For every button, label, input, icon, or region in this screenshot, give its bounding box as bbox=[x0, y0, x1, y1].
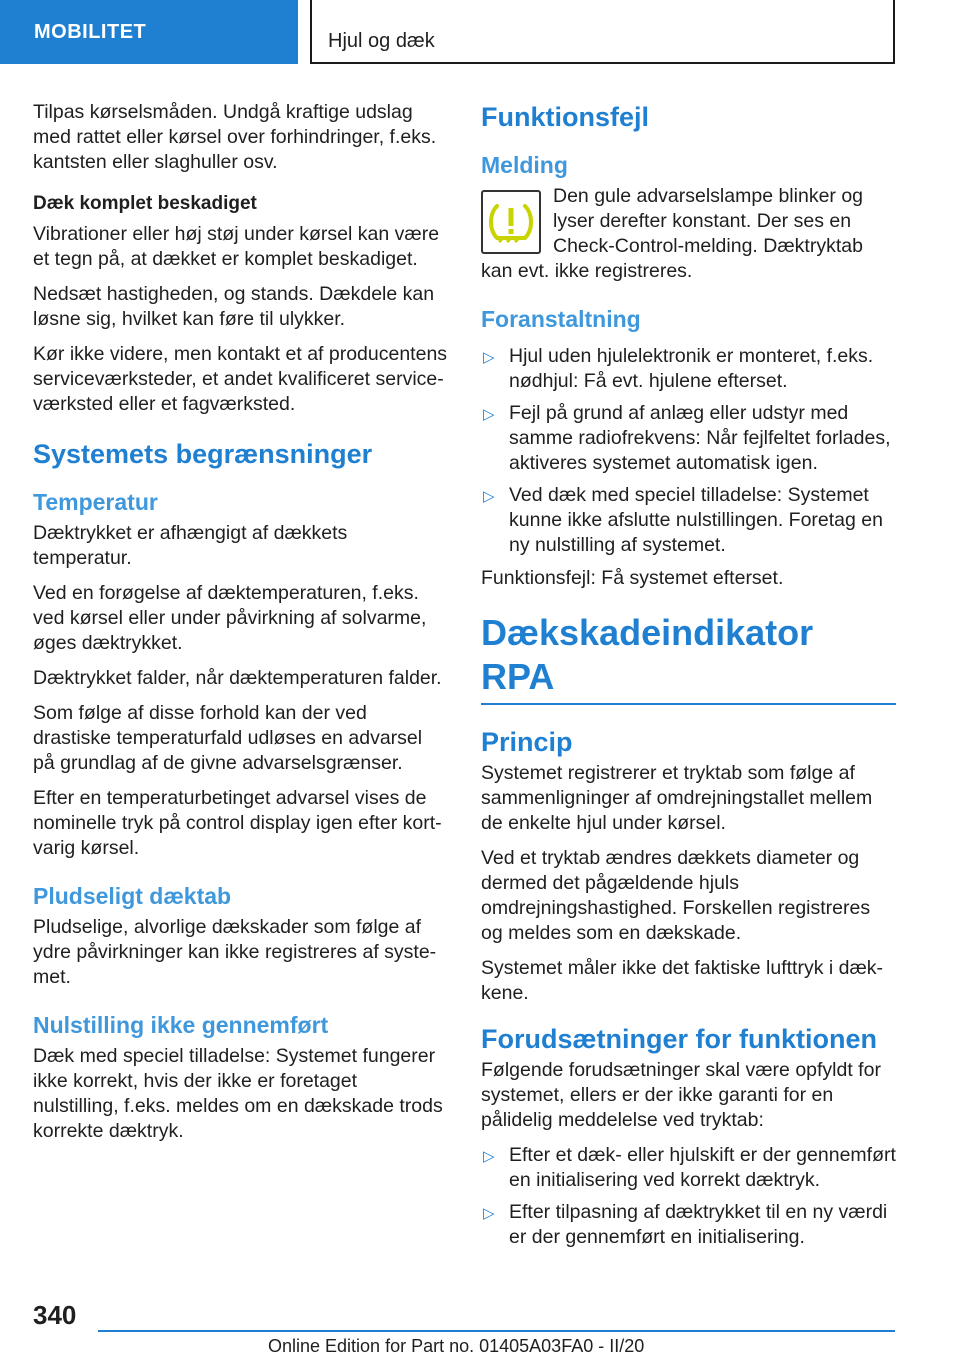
section-label: MOBILITET bbox=[34, 20, 147, 43]
triangle-bullet-icon: ▷ bbox=[483, 488, 495, 505]
list-item bbox=[481, 344, 896, 394]
sudden-loss-heading: Pludseligt dæktab bbox=[33, 883, 232, 909]
section-tab bbox=[0, 0, 298, 64]
temperature-paragraph-1: Dæktrykket er afhængigt af dækkets temperatur. bbox=[33, 522, 348, 569]
list-item bbox=[481, 1143, 896, 1193]
triangle-bullet-icon: ▷ bbox=[483, 1205, 495, 1222]
temperature-paragraph-4: Som følge af disse forhold kan der ved drastiske temperaturfald udløses en advarsel på grundlag af de givne advarselsgrænser. bbox=[33, 702, 423, 774]
damaged-paragraph-3: Kør ikke videre, men kontakt et af producentens serviceværksteder, et andet kvalificeret serviceværksted eller et fagværksted. bbox=[33, 343, 448, 415]
message-block bbox=[481, 184, 896, 284]
message-paragraph: Den gule advarselslampe blinker og lyser derefter konstant. Der ses en Check-Control-melding. Dæktryktab kan evt. ikke registreres. bbox=[481, 185, 864, 282]
triangle-bullet-icon: ▷ bbox=[483, 1148, 495, 1165]
action-heading: Foranstaltning bbox=[481, 306, 641, 332]
temperature-heading: Temperatur bbox=[33, 489, 158, 515]
fault-paragraph: Funktionsfejl: Få systemet efterset. bbox=[481, 567, 784, 589]
prerequisite-item-text: Efter et dæk- eller hjulskift er der gennemført en initialisering ved korrekt dæktryk. bbox=[509, 1144, 896, 1191]
limits-heading: Systemets begrænsninger bbox=[33, 439, 373, 469]
footer-divider bbox=[98, 1330, 895, 1332]
triangle-bullet-icon: ▷ bbox=[483, 349, 495, 366]
intro-paragraph: Tilpas kørselsmåden. Undgå kraftige udslag med rattet eller kørsel over forhindringer, f.eks. kantsten eller slaghuller osv. bbox=[33, 101, 437, 173]
temperature-paragraph-2: Ved en forøgelse af dæktemperaturen, f.eks. ved kørsel eller under påvirkning af solvarme, øges dæktrykket. bbox=[33, 582, 427, 654]
sudden-loss-paragraph: Pludselige, alvorlige dækskader som følge af ydre påvirkninger kan ikke registreres af systemet. bbox=[33, 916, 437, 988]
message-heading: Melding bbox=[481, 152, 568, 178]
prerequisites-heading: Forudsætninger for funktionen bbox=[481, 1024, 877, 1054]
left-column bbox=[33, 100, 448, 1154]
action-list bbox=[481, 344, 896, 558]
temperature-paragraph-5: Efter en temperaturbetinget advarsel vises de nominelle tryk på control display igen efter kortvarig kørsel. bbox=[33, 787, 442, 859]
principle-paragraph-1: Systemet registrerer et tryktab som følge af sammenligninger af omdrejningstallet mellem de enkelte hjul under kørsel. bbox=[481, 762, 873, 834]
action-item-text: Fejl på grund af anlæg eller udstyr med samme radiofrekvens: Når fejlfeltet forlades, aktiveres systemet automatisk igen. bbox=[509, 402, 891, 474]
reset-heading: Nulstilling ikke gennemført bbox=[33, 1012, 329, 1038]
prerequisite-item-text: Efter tilpasning af dæktrykket til en ny værdi er der gennemført en initialisering. bbox=[509, 1201, 888, 1248]
list-item bbox=[481, 401, 896, 476]
prerequisites-paragraph: Følgende forudsætninger skal være opfyldt for systemet, ellers er der ikke garanti for en pålidelig meddelelse ved tryktab: bbox=[481, 1059, 881, 1131]
reset-paragraph: Dæk med speciel tilladelse: Systemet fungerer ikke korrekt, hvis der ikke er foretaget nulstilling, f.eks. meldes om en dækskade trods korrekte dæktryk. bbox=[33, 1045, 443, 1142]
principle-heading: Princip bbox=[481, 727, 573, 757]
prerequisites-list bbox=[481, 1143, 896, 1250]
list-item bbox=[481, 1200, 896, 1250]
temperature-paragraph-3: Dæktrykket falder, når dæktemperaturen falder. bbox=[33, 667, 442, 689]
list-item bbox=[481, 483, 896, 558]
fault-heading: Funktionsfejl bbox=[481, 102, 649, 132]
principle-paragraph-2: Ved et tryktab ændres dækkets diameter og dermed det pågældende hjuls omdrejningshastighed. Forskellen registreres og meldes som en dækskade. bbox=[481, 847, 871, 944]
tire-pressure-warning-icon bbox=[481, 190, 541, 254]
right-column bbox=[481, 100, 896, 1258]
page-number: 340 bbox=[33, 1300, 77, 1330]
chapter-header bbox=[310, 0, 895, 64]
damaged-heading: Dæk komplet beskadiget bbox=[33, 193, 257, 214]
edition-text: Online Edition for Part no. 01405A03FA0 - II/20 bbox=[268, 1336, 645, 1356]
action-item-text: Ved dæk med speciel tilladelse: Systemet kunne ikke afslutte nulstillingen. Foretag en ny nulstilling af systemet. bbox=[509, 484, 883, 556]
action-item-text: Hjul uden hjulelektronik er monteret, f.eks. nødhjul: Få evt. hjulene efterset. bbox=[509, 345, 874, 392]
damaged-paragraph-2: Nedsæt hastigheden, og stands. Dækdele kan løsne sig, hvilket kan føre til ulykker. bbox=[33, 283, 435, 330]
rpa-title: Dækskadeindikator RPA bbox=[481, 611, 896, 705]
damaged-paragraph-1: Vibrationer eller høj støj under kørsel kan være et tegn på, at dækket er komplet beskadiget. bbox=[33, 223, 440, 270]
chapter-label: Hjul og dæk bbox=[328, 30, 435, 52]
triangle-bullet-icon: ▷ bbox=[483, 406, 495, 423]
principle-paragraph-3: Systemet måler ikke det faktiske lufttryk i dækkene. bbox=[481, 957, 884, 1004]
